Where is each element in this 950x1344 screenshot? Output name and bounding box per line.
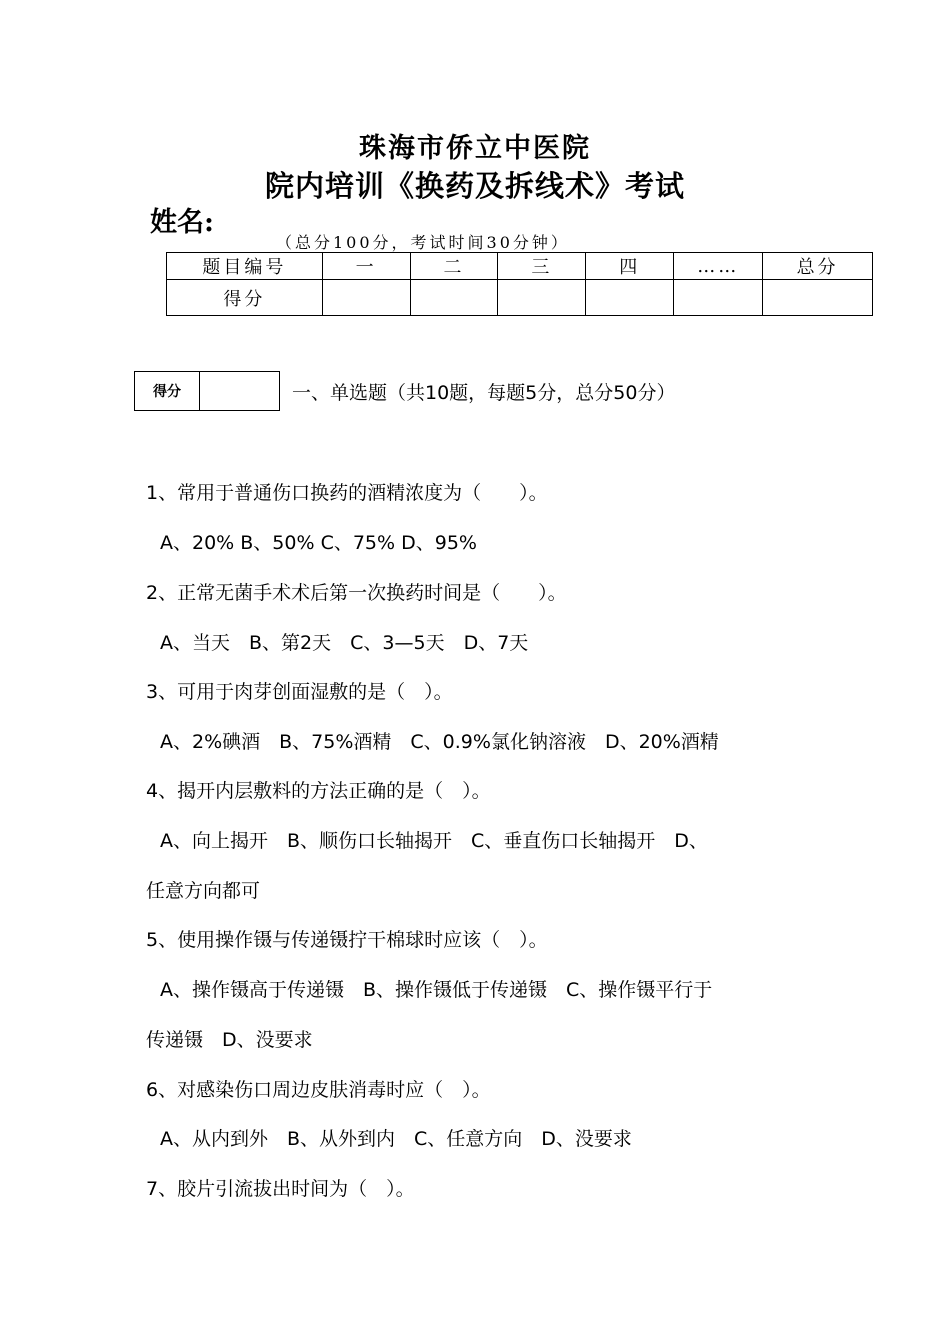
section-score-box — [134, 371, 280, 411]
question-4-options: A、向上揭开 B、顺伤口长轴揭开 C、垂直伤口长轴揭开 D、 — [160, 830, 708, 852]
score-cell[interactable] — [322, 280, 410, 316]
question-2: 2、正常无菌手术术后第一次换药时间是（ ）。 — [146, 582, 567, 604]
exam-title: 院内培训《换药及拆线术》考试 — [264, 169, 685, 203]
table-row — [167, 253, 873, 280]
question-5-options: A、操作镊高于传递镊 B、操作镊低于传递镊 C、操作镊平行于 — [160, 979, 713, 1001]
question-5-options-cont: 传递镊 D、没要求 — [146, 1029, 313, 1051]
score-cell[interactable] — [586, 280, 674, 316]
table-cell: …… — [674, 253, 763, 280]
question-2-options: A、当天 B、第2天 C、3—5天 D、7天 — [160, 632, 529, 654]
table-row — [167, 280, 873, 316]
score-cell[interactable] — [763, 280, 873, 316]
score-cell[interactable] — [674, 280, 763, 316]
table-cell: 三 — [498, 253, 586, 280]
table-cell: 二 — [410, 253, 498, 280]
table-cell: 四 — [586, 253, 674, 280]
question-4-options-cont: 任意方向都可 — [146, 880, 261, 902]
section-score-value[interactable] — [200, 372, 279, 410]
question-5: 5、使用操作镊与传递镊拧干棉球时应该（ ）。 — [146, 929, 548, 951]
table-cell: 总分 — [763, 253, 873, 280]
question-4: 4、揭开内层敷料的方法正确的是（ ）。 — [146, 780, 491, 802]
section-title: 一、单选题（共10题，每题5分，总分50分） — [292, 382, 676, 404]
question-1: 1、常用于普通伤口换药的酒精浓度为（ ）。 — [146, 482, 548, 504]
score-cell[interactable] — [410, 280, 498, 316]
exam-subtitle: （总分100分，考试时间30分钟） — [276, 233, 570, 252]
table-cell: 一 — [322, 253, 410, 280]
question-3-options: A、2%碘酒 B、75%酒精 C、0.9%氯化钠溶液 D、20%酒精 — [160, 731, 719, 753]
hospital-name: 珠海市侨立中医院 — [359, 133, 591, 164]
question-3: 3、可用于肉芽创面湿敷的是（ ）。 — [146, 681, 453, 703]
section-score-label: 得分 — [135, 372, 200, 410]
score-summary-table — [166, 252, 873, 316]
question-7: 7、胶片引流拔出时间为（ ）。 — [146, 1178, 415, 1200]
question-6-options: A、从内到外 B、从外到内 C、任意方向 D、没要求 — [160, 1128, 632, 1150]
question-1-options: A、20% B、50% C、75% D、95% — [160, 532, 477, 554]
table-cell: 题目编号 — [167, 253, 323, 280]
name-label: 姓名: — [150, 207, 214, 238]
score-cell[interactable] — [498, 280, 586, 316]
question-6: 6、对感染伤口周边皮肤消毒时应（ ）。 — [146, 1079, 491, 1101]
table-cell: 得分 — [167, 280, 323, 316]
